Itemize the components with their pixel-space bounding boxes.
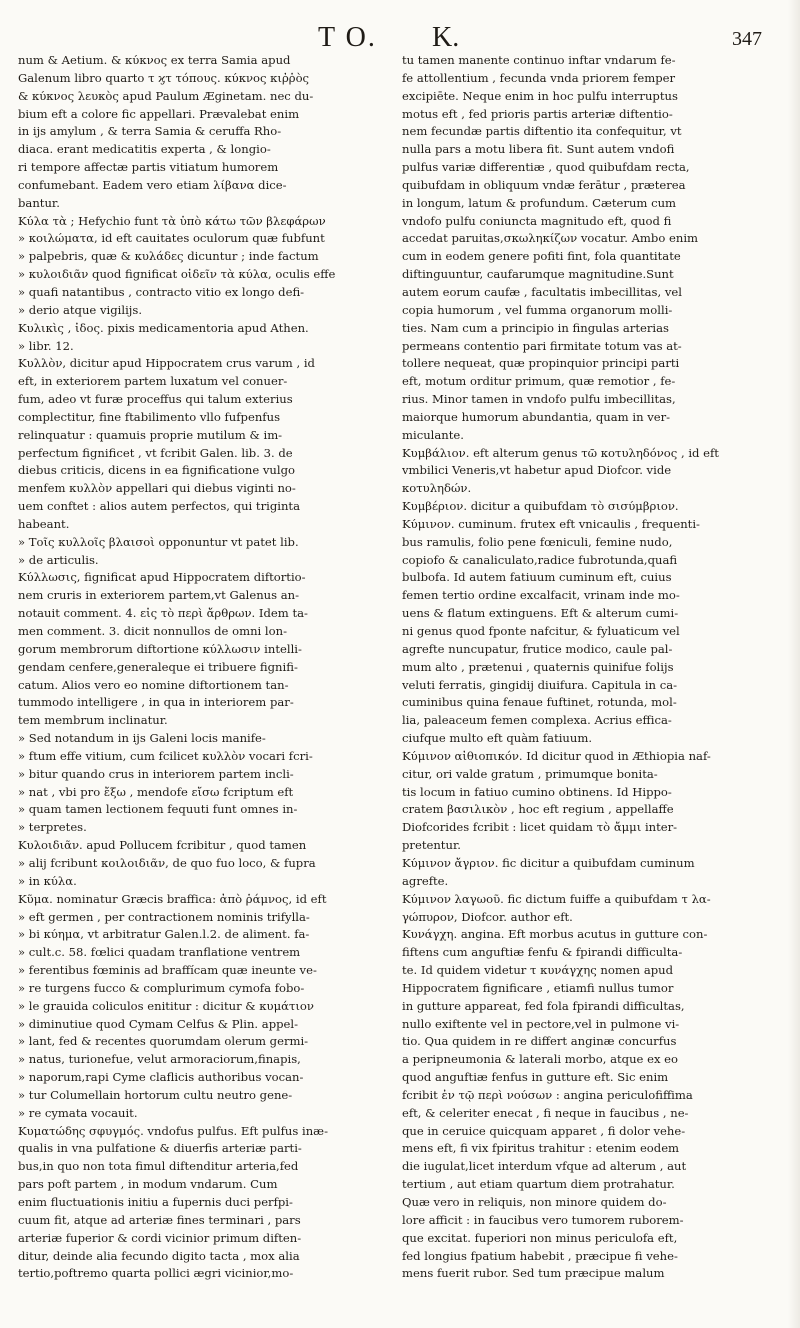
text-line: a peripneumonia & laterali morbo, atque ex eo [402,1052,679,1067]
text-line: copia humorum , vel fumma organorum molli- [402,302,673,317]
text-line: tertium , aut etiam quartum diem protrahatur. [402,1177,675,1192]
text-line: menfem κυλλὸν appellari qui diebus viginti no- [18,481,296,496]
text-line: bium eft a colore fic appellari. Prævalebat enim [18,106,300,121]
text-line: Κῦμα. nominatur Græcis braffica: ἀπὸ ῥάμνος, id eft [18,891,327,906]
text-line: Κυλοιδιᾶν. apud Pollucem fcribitur , quod tamen [18,838,307,853]
text-line: copiofo & canaliculato,radice fubrotunda,quafi [402,552,678,567]
text-line: complectitur, fine ftabilimento vllo fufpenfus [18,409,281,424]
text-line: gendam cenfere,generaleque ei tribuere fignifi- [18,659,298,674]
text-line: confumebant. Eadem vero etiam λίβανα dice- [18,177,287,192]
text-line: Κύμινον λαγωοῦ. fic dictum fuiffe a quibufdam τ λα- [402,891,711,906]
text-line: » libr. 12. [18,338,74,353]
text-line: gorum membrorum diftortione κύλλωσιν intelli- [18,641,302,656]
text-line: » re turgens fucco & complurimum cymofa fobo- [18,980,305,995]
text-line: pars poft partem , in modum vndarum. Cum [18,1177,278,1192]
text-line: κοτυληδών. [402,481,472,496]
text-line: in gutture appareat, fed fola fpirandi difficultas, [402,998,685,1013]
text-line: Κυματώδης σφυγμός. vndofus pulfus. Eft pulfus inæ- [18,1123,328,1138]
text-line: pulfus variæ differentiæ , quod quibufdam recta, [402,160,690,175]
text-line: tis locum in fatiuo cumino obtinens. Id Hippo- [402,784,672,799]
text-line: quod anguftiæ fenfus in gutture eft. Sic enim [402,1070,669,1085]
text-line: in ijs amylum , & terra Samia & ceruffa Rho- [18,124,282,139]
text-line: Κυμβάλιον. eft alterum genus τῶ κοτυληδόνος , id eft [402,445,719,460]
text-line: num & Aetium. & κύκνος ex terra Samia apud [18,53,291,67]
text-line: nulla pars a motu libera fit. Sunt autem vndofi [402,142,675,157]
text-line: Κυλλὸν, dicitur apud Hippocratem crus varum , id [18,356,315,371]
text-line: ciufque multo eft quàm fatiuum. [402,731,593,746]
text-line: accedat paruitas,σκωληκίζων vocatur. Ambo enim [402,231,699,246]
text-line: cuminibus quina fenaue fuftinet, rotunda, mol- [402,695,677,710]
text-line: nem cruris in exteriorem partem,vt Galenus an- [18,588,300,603]
text-line: perfectum fignificet , vt fcribit Galen. lib. 3. de [18,445,293,460]
text-line: » diminutiue quod Cymam Celfus & Plin. appel- [18,1016,299,1031]
text-line: mens eft, fi vix fpiritus trahitur : etenim eodem [402,1141,680,1156]
text-line: bantur. [18,195,60,210]
text-line: » ftum effe vitium, cum fcilicet κυλλὸν vocari fcri- [18,748,313,763]
text-line: » alij fcribunt κοιλοιδιᾶν, de quo fuo loco, & fupra [18,855,316,870]
page-number: 347 [732,28,762,50]
text-line: fum, adeo vt furæ proceffus qui talum exterius [18,392,293,407]
left-text-column [18,52,400,1283]
text-line: nullo exiftente vel in pectore,vel in pulmone vi- [402,1016,680,1031]
text-line: in longum, latum & profundum. Cæterum cum [402,195,677,210]
text-line: te. Id quidem videtur τ κυνάγχης nomen apud [402,963,674,978]
text-line: Κυνάγχη. angina. Eft morbus acutus in gutture con- [402,927,708,942]
text-line: motus eft , fed prioris partis arteriæ diftentio- [402,106,673,121]
text-line: Hippocratem fignificare , etiamfi nullus tumor [402,980,674,995]
text-line: cuum fit, atque ad arteriæ fines terminari , pars [18,1212,301,1227]
text-line: tummodo intelligere , in qua in interiorem par- [18,695,294,710]
right-text-column [402,52,786,1283]
text-line: die iugulat,licet interdum vfque ad alterum , aut [402,1159,687,1174]
text-line: bulbofa. Id autem fatiuum cuminum eft, cuius [402,570,672,585]
text-line: tem membrum inclinatur. [18,713,168,728]
text-line: bus,in quo non tota fimul diftenditur arteria,fed [18,1159,299,1174]
text-line: Κύμινον αἰθιοπικόν. Id dicitur quod in Æthiopia naf- [402,748,711,763]
text-line: Diofcorides fcribit : licet quidam τὸ ἄμμι inter- [402,820,678,835]
text-line: rius. Minor tamen in vndofo pulfu imbecillitas, [402,392,676,407]
text-line: mens fuerit rubor. Sed tum præcipue malum [402,1266,665,1281]
text-line: permeans contentio pari firmitate totum vas at- [402,338,682,353]
text-line: » derio atque vigilijs. [18,302,143,317]
text-line: pretentur. [402,838,461,853]
text-line: veluti ferratis, gingidij diuifura. Capitula in ca- [402,677,678,692]
text-line: » bitur quando crus in interiorem partem incli- [18,766,294,781]
text-line: » le grauida coliculos enititur : dicitur & κυμάτιον [18,998,314,1013]
text-line: agrefte. [402,873,449,888]
text-line: miculante. [402,427,464,442]
text-line: agrefte nuncupatur, frutice modico, caule pal- [402,641,673,656]
text-line: autem eorum caufæ , facultatis imbecillitas, vel [402,284,682,299]
text-line: qualis in vna pulfatione & diuerfis arteriæ parti- [18,1141,302,1156]
text-line: » bi κύημα, vt arbitratur Galen.l.2. de aliment. fa- [18,927,310,942]
text-line: γώπυρον, Diofcor. author eft. [402,909,573,924]
text-line: bus ramulis, folio pene fœniculi, femine nudo, [402,534,673,549]
text-line: lia, paleaceum femen complexa. Acrius effica- [402,713,672,728]
text-line: tollere nequeat, quæ propinquior principi parti [402,356,680,371]
text-line: Κυμβέριον. dicitur a quibufdam τὸ σισύμβριον. [402,499,679,514]
text-line: ri tempore affectæ partis vitiatum humorem [18,160,279,175]
text-line: Κυλικὶς , ἰδος. pixis medicamentoria apud Athen. [18,320,309,335]
text-line: » nat , vbi pro ἔξω , mendofe εἴσω fcriptum eft [18,784,294,799]
text-line: Galenum libro quarto τ ϗτ τόπους. κύκνος κιῤῥὸς [18,70,310,85]
text-line: nem fecundæ partis diftentio ita confequitur, vt [402,124,682,139]
text-line: ni genus quod fponte nafcitur, & fyluaticum vel [402,624,680,638]
text-line: » in κύλα. [18,873,77,888]
running-header [0,14,800,54]
text-line: » Sed notandum in ijs Galeni locis manife- [18,731,266,746]
text-line: lore afficit : in faucibus vero tumorem ruborem- [402,1212,684,1227]
text-line: Κύλλωσις, fignificat apud Hippocratem diftortio- [18,570,306,585]
text-line: ties. Nam cum a principio in fingulas arterias [402,320,669,335]
text-line: Κύμινον. cuminum. frutex eft vnicaulis , frequenti- [402,516,700,531]
text-line: eft, motum orditur primum, quæ remotior , fe- [402,374,676,389]
text-line: cratem βασιλικὸν , hoc eft regium , appellaffe [402,802,674,817]
text-line: cum in eodem genere pofiti fint, fola quantitate [402,249,681,264]
text-line: diebus criticis, dicens in ea fignificatione vulgo [18,463,296,478]
text-line: fiftens cum anguftiæ fenfu & fpirandi difficulta- [402,945,683,960]
text-line: » cult.c. 58. fœlici quadam tranflatione ventrem [18,945,301,960]
text-line: » quafi natantibus , contracto vitio ex longo defi- [18,284,305,299]
text-line: Κύμινον ἄγριον. fic dicitur a quibufdam cuminum [402,855,695,870]
header-left-letters: T O. [318,22,377,53]
text-line: tio. Qua quidem in re differt anginæ concurfus [402,1034,677,1049]
text-line: Κύλα τὰ ; Hefychio funt τὰ ὑπὸ κάτω τῶν βλεφάρων [18,213,326,228]
text-line: femen tertio ordine excalfacit, vrinam inde mo- [402,588,680,603]
text-line: enim fluctuationis initiu a fupernis duci perfpi- [18,1195,293,1209]
text-line: notauit comment. 4. εἰς τὸ περὶ ἄρθρων. Idem ta- [18,606,308,621]
text-line: habeant. [18,516,70,531]
header-right-letters: K. [432,22,460,53]
text-line: fe attollentium , fecunda vnda priorem femper [402,70,676,85]
text-line: » Τοῖς κυλλοῖς βλαισοὶ opponuntur vt patet lib. [18,534,299,549]
text-line: tu tamen manente continuo inftar vndarum fe- [402,53,676,67]
text-line: diftinguuntur, caufarumque magnitudine.Sunt [402,267,674,282]
text-line: diaca. erant medicatitis experta , & longio- [18,142,271,157]
text-line: & κύκνος λευκὸς apud Paulum Æginetam. nec du- [18,88,314,103]
text-line: » eft germen , per contractionem nominis trifylla- [18,909,310,924]
text-line: que in ceruice quicquam apparet , fi dolor vehe- [402,1123,686,1138]
text-line: eft, in exteriorem partem luxatum vel conuer- [18,374,288,389]
text-line: vmbilici Veneris,vt habetur apud Diofcor. vide [402,463,672,478]
text-line: fed longius fpatium habebit , præcipue fi vehe- [402,1248,678,1263]
text-line: eft, & celeriter enecat , fi neque in faucibus , ne- [402,1105,689,1120]
text-line: Quæ vero in reliquis, non minore quidem do- [402,1195,667,1209]
text-line: » quam tamen lectionem fequuti funt omnes in- [18,802,298,817]
text-line: » lant, fed & recentes quorumdam olerum germi- [18,1034,309,1049]
text-line: mum alto , prætenui , quaternis quinifue folijs [402,659,674,674]
text-line: » tur Columellain hortorum cultu neutro gene- [18,1087,293,1102]
text-line: » de articulis. [18,552,99,567]
text-line: ditur, deinde alia fecundo digito tacta , mox alia [18,1248,300,1263]
text-line: arteriæ fuperior & cordi vicinior primum diften- [18,1230,302,1245]
text-line: relinquatur : quamuis proprie mutilum & im- [18,427,283,442]
text-line: vndofo pulfu coniuncta magnitudo eft, quod fi [402,213,672,228]
text-line: quibufdam in obliquum vndæ ferātur , præterea [402,177,686,192]
text-line: » palpebris, quæ & κυλάδες dicuntur ; inde factum [18,249,319,264]
text-line: uens & flatum extinguens. Eft & alterum cumi- [402,606,679,621]
text-line: » natus, turionefue, velut armoraciorum,finapis, [18,1052,301,1067]
text-line: fcribit ἐν τῷ περὶ νούσων : angina periculofiffima [402,1087,693,1102]
text-line: » re cymata vocauit. [18,1105,138,1120]
text-line: » ferentibus fœminis ad braffícam quæ ineunte ve- [18,963,317,978]
text-line: » κοιλώματα, id eft cauitates oculorum quæ fubfunt [18,231,325,246]
text-line: que excitat. fuperiori non minus periculofa eft, [402,1230,678,1245]
text-line: » terpretes. [18,820,87,835]
text-line: excipiēte. Neque enim in hoc pulfu interruptus [402,88,678,103]
text-line: » κυλοιδιᾶν quod fignificat οἰδεῖν τὰ κύλα, oculis effe [18,267,336,282]
text-line: uem conftet : alios autem perfectos, qui triginta [18,499,301,514]
text-line: men comment. 3. dicit nonnullos de omni lon- [18,624,287,638]
text-line: tertio,poftremo quarta pollici ægri vicinior,mo- [18,1266,294,1281]
text-line: citur, ori valde gratum , primumque bonita- [402,766,658,781]
text-line: catum. Alios vero eo nomine diftortionem tan- [18,677,289,692]
text-line: » naporum,rapi Cyme claflicis authoribus vocan- [18,1070,304,1085]
page-edge-shadow [788,0,800,1328]
text-line: maiorque humorum abundantia, quam in ver- [402,409,671,424]
